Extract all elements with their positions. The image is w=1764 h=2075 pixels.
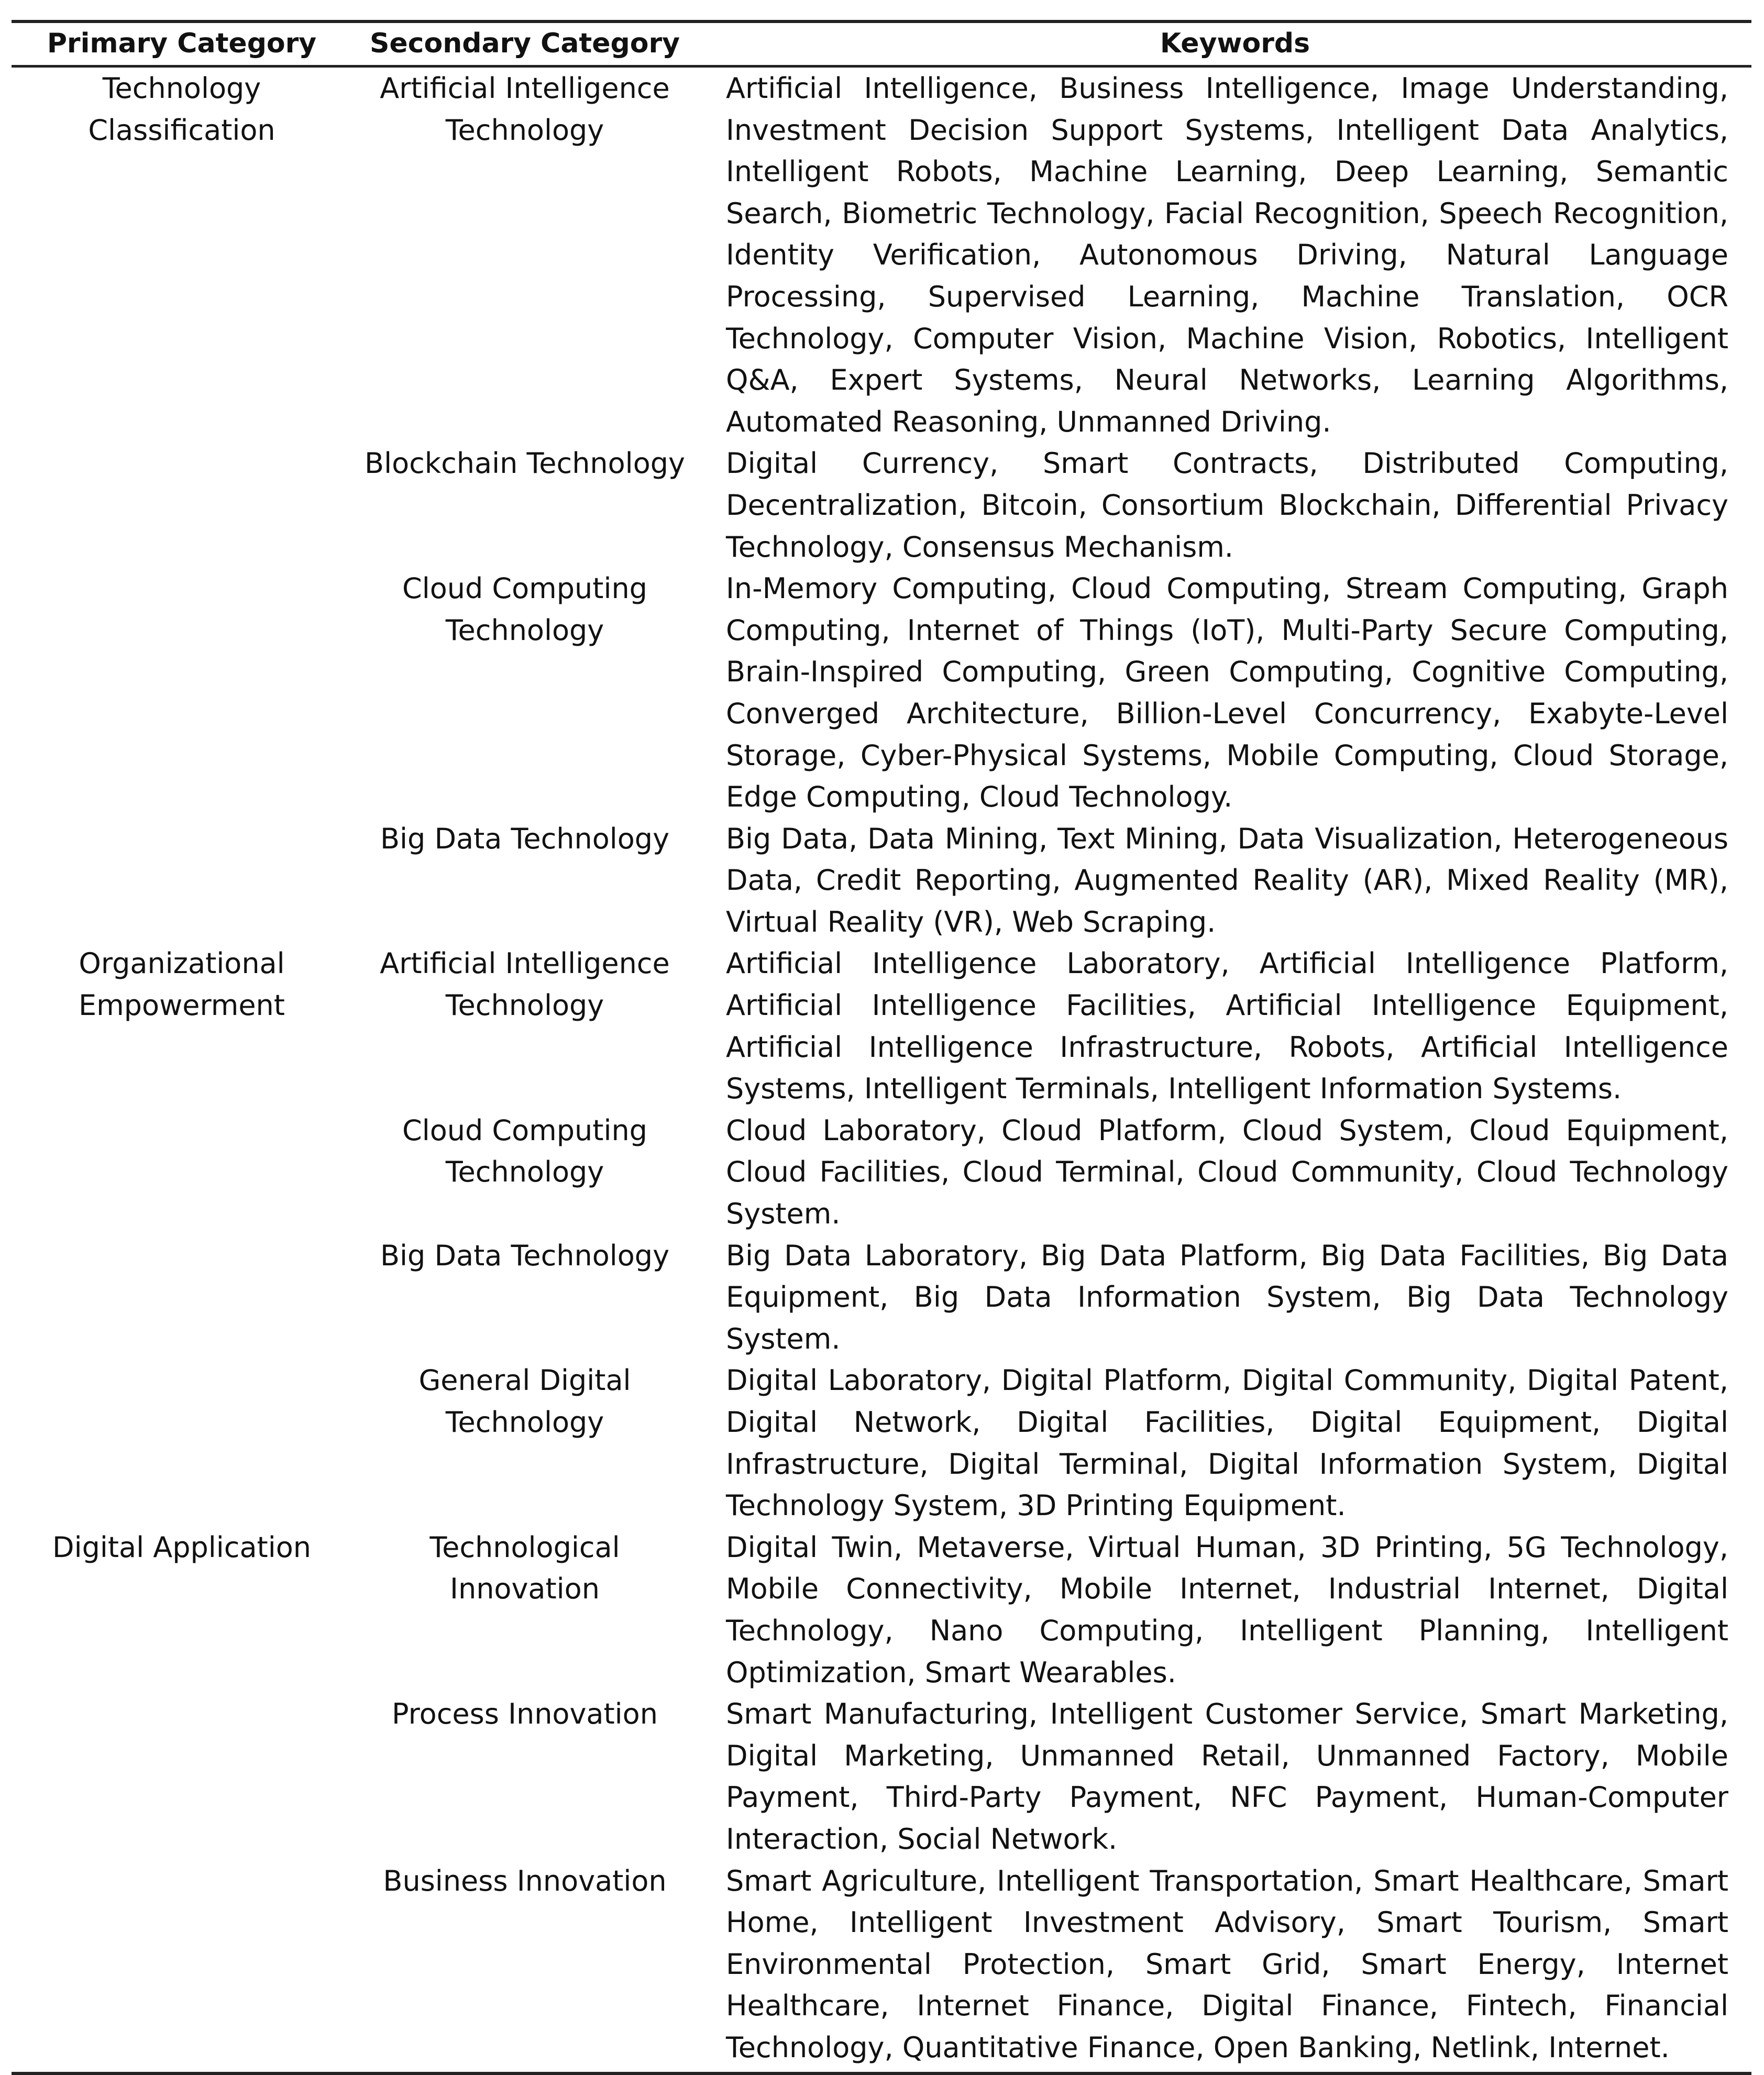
primary-category-cell	[12, 1860, 352, 2073]
keywords-cell: Artificial Intelligence Laboratory, Artificial Intelligence Platform, Artificial Intelligence Facilities, Artificial Intelligence Equipment, Artificial Intelligence Infrastructure, Robots, Artificial Intelligence Systems, Intelligent Terminals, Intelligent Information Systems.	[726, 947, 1728, 1106]
keywords-cell: Digital Currency, Smart Contracts, Distributed Computing, Decentralization, Bitcoin, Consortium Blockchain, Differential Privacy Technology, Consensus Mechanism.	[726, 447, 1728, 564]
keywords-cell: Smart Manufacturing, Intelligent Customer Service, Smart Marketing, Digital Marketing, Unmanned Retail, Unmanned Factory, Mobile Payment, Third-Party Payment, NFC Payment, Human-Computer Interaction, Social Network.	[726, 1697, 1728, 1856]
secondary-category-cell: Business Innovation	[352, 1860, 698, 2073]
table-row	[12, 443, 1751, 568]
table-row	[12, 1693, 1751, 1860]
keywords-cell: Smart Agriculture, Intelligent Transportation, Smart Healthcare, Smart Home, Intelligent Investment Advisory, Smart Tourism, Smart Environmental Protection, Smart Grid, Smart Energy, Internet Healthcare, Internet Finance, Digital Finance, Fintech, Financial Technology, Quantitative Finance, Open Banking, Netlink, Internet.	[698, 1860, 1751, 2073]
secondary-category-cell: Cloud Computing Technology	[402, 1113, 647, 1189]
header-row	[12, 21, 1751, 67]
secondary-category-cell: Cloud Computing Technology	[402, 572, 647, 647]
keywords-cell: Cloud Laboratory, Cloud Platform, Cloud System, Cloud Equipment, Cloud Facilities, Cloud Terminal, Cloud Community, Cloud Technology System.	[726, 1113, 1728, 1231]
keywords-cell: Digital Laboratory, Digital Platform, Digital Community, Digital Patent, Digital Network, Digital Facilities, Digital Equipment, Digital Infrastructure, Digital Terminal, Digital Information System, Digital Technology System, 3D Printing Equipment.	[726, 1364, 1728, 1522]
primary-category-cell	[12, 1110, 352, 1235]
table-row	[12, 1110, 1751, 1235]
secondary-category-cell: Technological Innovation	[429, 1530, 620, 1606]
keywords-cell: In-Memory Computing, Cloud Computing, Stream Computing, Graph Computing, Internet of Things (IoT), Multi-Party Secure Computing, Brain-Inspired Computing, Green Computing, Cognitive Computing, Converged Architecture, Billion-Level Concurrency, Exabyte-Level Storage, Cyber-Physical Systems, Mobile Computing, Cloud Storage, Edge Computing, Cloud Technology.	[726, 572, 1728, 814]
primary-category-cell: Organizational Empowerment	[79, 947, 285, 1022]
secondary-category-cell: Big Data Technology	[380, 1239, 670, 1272]
keyword-table	[12, 20, 1751, 2075]
primary-category-cell	[12, 568, 352, 818]
keywords-cell: Digital Twin, Metaverse, Virtual Human, 3D Printing, 5G Technology, Mobile Connectivity, Mobile Internet, Industrial Internet, Digital Technology, Nano Computing, Intelligent Planning, Intelligent Optimization, Smart Wearables.	[726, 1530, 1728, 1689]
table-row	[12, 67, 1751, 443]
table-row	[12, 943, 1751, 1109]
secondary-category-cell: Artificial Intelligence Technology	[380, 72, 670, 147]
table-row	[12, 1860, 1751, 2073]
header-secondary-category: Secondary Category	[352, 21, 698, 67]
primary-category-cell	[12, 818, 352, 943]
table-row	[12, 1360, 1751, 1526]
keywords-cell: Artificial Intelligence, Business Intelligence, Image Understanding, Investment Decision Support Systems, Intelligent Data Analytics, Intelligent Robots, Machine Learning, Deep Learning, Semantic Search, Biometric Technology, Facial Recognition, Speech Recognition, Identity Verification, Autonomous Driving, Natural Language Processing, Supervised Learning, Machine Translation, OCR Technology, Computer Vision, Machine Vision, Robotics, Intelligent Q&A, Expert Systems, Neural Networks, Learning Algorithms, Automated Reasoning, Unmanned Driving.	[726, 72, 1728, 438]
secondary-category-cell: Blockchain Technology	[365, 447, 685, 480]
header-primary-category: Primary Category	[12, 21, 352, 67]
keywords-cell: Big Data, Data Mining, Text Mining, Data Visualization, Heterogeneous Data, Credit Reporting, Augmented Reality (AR), Mixed Reality (MR), Virtual Reality (VR), Web Scraping.	[726, 822, 1728, 939]
primary-category-cell	[12, 1693, 352, 1860]
header-keywords: Keywords	[698, 21, 1751, 67]
table-row	[12, 568, 1751, 818]
secondary-category-cell: General Digital Technology	[418, 1364, 631, 1439]
primary-category-cell: Technology Classification	[88, 72, 275, 147]
primary-category-cell: Digital Application	[52, 1530, 311, 1564]
secondary-category-cell: Artificial Intelligence Technology	[380, 947, 670, 1022]
table-row	[12, 818, 1751, 943]
primary-category-cell	[12, 443, 352, 568]
table-body	[12, 67, 1751, 2073]
primary-category-cell	[12, 1360, 352, 1526]
keywords-cell: Big Data Laboratory, Big Data Platform, Big Data Facilities, Big Data Equipment, Big Data Information System, Big Data Technology System.	[726, 1239, 1728, 1355]
table-row	[12, 1527, 1751, 1693]
table-row	[12, 1235, 1751, 1360]
secondary-category-cell: Process Innovation	[392, 1697, 658, 1731]
secondary-category-cell: Big Data Technology	[380, 822, 670, 855]
table-header	[12, 21, 1751, 67]
primary-category-cell	[12, 1235, 352, 1360]
